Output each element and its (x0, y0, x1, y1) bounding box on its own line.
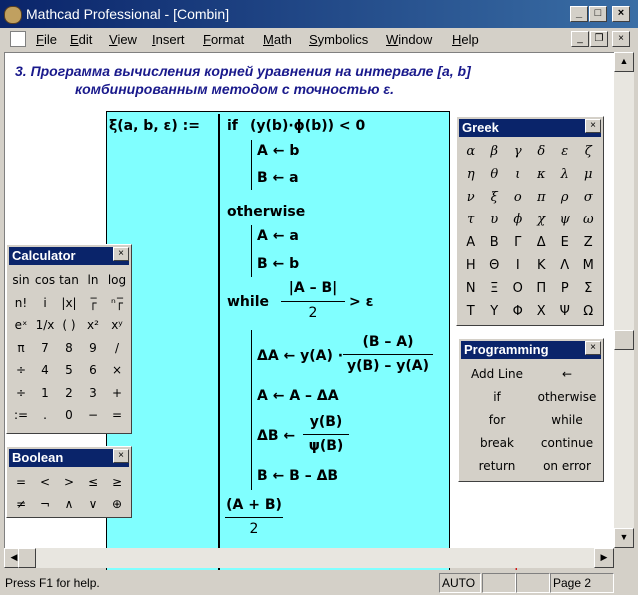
otherwise-block-bar (251, 225, 252, 277)
greek-uppercase-button[interactable]: Ψ (559, 303, 570, 319)
status-help-text: Press F1 for help. (5, 576, 100, 590)
calculator-key-button[interactable]: 5 (65, 363, 73, 377)
greek-lowercase-button[interactable]: ζ (584, 144, 592, 159)
greek-uppercase-button[interactable]: Ω (583, 303, 594, 319)
doc-minimize-button[interactable]: _ (571, 31, 589, 47)
calculator-key-button[interactable]: ( ) (62, 318, 76, 332)
assign-a-b: A ← b (257, 143, 300, 159)
calculator-key-button[interactable]: + (111, 385, 123, 400)
update-a: A ← A – ΔA (257, 388, 339, 404)
programming-operator-button[interactable]: return (478, 459, 516, 473)
calculator-key-button[interactable]: 6 (89, 363, 97, 377)
greek-uppercase-button[interactable]: Δ (536, 235, 546, 251)
function-definition: ξ(a, b, ε) := (109, 118, 200, 134)
calculator-key-button[interactable]: 1/x (35, 318, 55, 332)
boolean-operator-button[interactable]: ∧ (64, 497, 74, 511)
calculator-key-button[interactable]: 7 (41, 340, 49, 355)
greek-lowercase-button[interactable]: ρ (560, 189, 569, 205)
while-fraction-bar (281, 301, 345, 302)
calculator-key-button[interactable]: 9 (89, 340, 97, 355)
assign-b-b: B ← b (257, 256, 300, 272)
if-condition: (y(b)·ϕ(b)) < 0 (250, 118, 366, 134)
update-b: B ← B – ΔB (257, 468, 339, 484)
calculator-key-button[interactable]: 0 (65, 408, 73, 422)
calculator-key-button[interactable]: tan (59, 273, 79, 287)
greek-uppercase-button[interactable]: Φ (512, 303, 523, 319)
greek-uppercase-button[interactable]: Τ (466, 303, 475, 319)
window-title: Mathcad Professional - [Combin] (26, 6, 230, 22)
menu-help[interactable]: Help (452, 32, 479, 47)
greek-lowercase-button[interactable]: λ (560, 166, 569, 182)
greek-lowercase-button[interactable]: ϕ (513, 212, 523, 228)
calculator-key-button[interactable]: x² (87, 318, 99, 332)
boolean-operator-button[interactable]: > (63, 475, 75, 489)
calculator-key-button[interactable]: eˣ (14, 318, 28, 332)
boolean-palette (6, 446, 132, 518)
greek-lowercase-button[interactable]: ο (513, 189, 522, 205)
greek-uppercase-button[interactable]: Υ (490, 303, 499, 319)
calculator-close-button[interactable]: × (113, 247, 129, 261)
greek-lowercase-button[interactable]: ι (515, 166, 521, 182)
greek-palette (456, 116, 604, 326)
calculator-key-button[interactable]: 3 (89, 385, 97, 400)
greek-buttons (459, 141, 601, 323)
vertical-scrollbar[interactable] (614, 52, 634, 548)
title-bar (0, 0, 638, 28)
greek-uppercase-button[interactable]: Χ (536, 303, 546, 319)
boolean-operator-button[interactable]: = (15, 475, 27, 489)
calculator-key-button[interactable]: 4 (41, 363, 49, 377)
menu-file[interactable]: File (36, 32, 57, 47)
calculator-key-button[interactable]: × (111, 363, 123, 377)
status-panel-empty-1 (482, 573, 516, 593)
greek-lowercase-button[interactable]: τ (467, 212, 475, 228)
scroll-up-button[interactable]: ▲ (614, 52, 634, 72)
calculator-key-button[interactable]: |x| (61, 295, 77, 310)
greek-lowercase-button[interactable]: γ (513, 144, 522, 159)
calculator-key-button[interactable]: sin (12, 273, 30, 287)
greek-lowercase-button[interactable]: ν (466, 189, 475, 205)
close-button[interactable]: × (612, 6, 630, 22)
status-bar (0, 570, 638, 595)
boolean-buttons (9, 471, 129, 515)
greek-lowercase-button[interactable]: μ (584, 166, 593, 182)
boolean-close-button[interactable]: × (113, 449, 129, 463)
greek-uppercase-button[interactable]: Ο (512, 280, 523, 296)
greek-lowercase-button[interactable]: κ (536, 166, 546, 182)
delta-a-denominator: y(B) – y(A) (346, 358, 430, 374)
assign-b-a: B ← a (257, 170, 299, 186)
calculator-key-button[interactable]: ÷ (15, 385, 27, 400)
programming-operator-button[interactable]: if (493, 390, 501, 404)
boolean-operator-button[interactable]: ∨ (88, 497, 98, 511)
minimize-button[interactable]: _ (570, 6, 588, 22)
greek-uppercase-button[interactable]: Μ (582, 257, 594, 273)
scroll-right-button[interactable]: ▶ (594, 548, 614, 568)
greek-lowercase-button[interactable]: α (466, 144, 476, 159)
greek-uppercase-button[interactable]: Ι (515, 257, 520, 273)
menu-symbolics[interactable]: Symbolics (309, 32, 369, 47)
menu-bar (0, 28, 638, 50)
greek-uppercase-button[interactable]: Κ (536, 257, 546, 273)
programming-palette (458, 338, 604, 482)
otherwise-keyword: otherwise (227, 204, 306, 220)
calculator-key-button[interactable]: 2 (65, 385, 73, 400)
menu-insert[interactable]: Insert (152, 32, 185, 47)
greek-lowercase-button[interactable]: ξ (490, 189, 498, 205)
doc-restore-button[interactable]: ❐ (590, 31, 608, 47)
greek-lowercase-button[interactable]: χ (537, 212, 546, 228)
greek-uppercase-button[interactable]: Ζ (583, 235, 593, 251)
delta-b-numerator: y(B) (309, 414, 343, 430)
greek-lowercase-button[interactable]: ω (582, 212, 594, 228)
scroll-thumb[interactable] (614, 330, 634, 350)
while-rhs: > ε (349, 294, 374, 310)
delta-b-lhs: ΔB ← (257, 428, 296, 444)
while-keyword: while (227, 294, 269, 310)
boolean-operator-button[interactable]: ≠ (15, 497, 27, 511)
greek-uppercase-button[interactable]: Β (489, 235, 499, 251)
greek-lowercase-button[interactable]: δ (537, 144, 546, 159)
programming-buttons (461, 363, 601, 478)
programming-title[interactable]: Programming (461, 341, 601, 359)
greek-uppercase-button[interactable]: Θ (489, 257, 500, 273)
heading-line-2: комбинированным методом с точностью ε. (75, 81, 395, 97)
while-denominator: 2 (308, 305, 318, 321)
status-mode: AUTO (439, 573, 481, 593)
maximize-button[interactable]: □ (589, 6, 607, 22)
calculator-palette (6, 244, 132, 434)
calculator-key-button[interactable]: 1 (41, 385, 49, 400)
programming-operator-button[interactable]: break (480, 436, 514, 450)
programming-operator-button[interactable]: ← (561, 367, 573, 381)
greek-uppercase-button[interactable]: Ρ (560, 280, 569, 296)
scroll-left-button[interactable]: ◀ (4, 548, 24, 568)
greek-lowercase-button[interactable]: π (536, 189, 546, 205)
calculator-key-button[interactable]: cos (34, 273, 56, 287)
boolean-operator-button[interactable]: ≥ (111, 475, 123, 489)
program-bar (218, 114, 220, 588)
if-keyword: if (227, 118, 238, 134)
calculator-key-button[interactable]: π (17, 340, 25, 355)
greek-close-button[interactable]: × (585, 119, 601, 133)
return-fraction-bar (225, 517, 283, 518)
delta-b-denominator: ψ(B) (308, 438, 344, 454)
calculator-title[interactable]: Calculator (9, 247, 129, 265)
menu-edit[interactable]: Edit (70, 32, 93, 47)
calculator-key-button[interactable]: ┌̅ (89, 295, 97, 310)
doc-close-button[interactable]: × (612, 31, 630, 47)
calculator-key-button[interactable]: := (13, 408, 29, 422)
programming-operator-button[interactable]: continue (540, 436, 594, 450)
greek-lowercase-button[interactable]: ε (561, 144, 569, 159)
mathcad-app-icon[interactable] (4, 6, 22, 24)
greek-uppercase-button[interactable]: Λ (560, 257, 570, 273)
programming-operator-button[interactable]: Add Line (470, 367, 524, 381)
horizontal-scrollbar[interactable] (4, 548, 614, 568)
calculator-key-button[interactable]: ln (87, 273, 99, 287)
calculator-key-button[interactable]: / (114, 340, 120, 355)
boolean-operator-button[interactable]: < (39, 475, 51, 489)
calculator-key-button[interactable]: ⁿ┌̅ (110, 295, 123, 310)
programming-close-button[interactable]: × (585, 341, 601, 355)
heading-line-1: 3. Программа вычисления корней уравнения на интервале [a, b] (15, 63, 471, 79)
greek-uppercase-button[interactable]: Π (536, 280, 547, 296)
greek-lowercase-button[interactable]: υ (490, 212, 499, 228)
boolean-operator-button[interactable]: ¬ (39, 497, 51, 511)
while-block-bar (251, 330, 252, 490)
menu-format[interactable]: Format (203, 32, 245, 47)
calculator-key-button[interactable]: . (43, 408, 47, 422)
greek-title[interactable]: Greek (459, 119, 601, 137)
calculator-key-button[interactable]: xʸ (111, 318, 123, 332)
return-denominator: 2 (249, 521, 259, 537)
greek-uppercase-button[interactable]: Ν (465, 280, 476, 296)
programming-operator-button[interactable]: for (488, 413, 506, 427)
calculator-key-button[interactable]: = (111, 408, 123, 422)
hscroll-thumb[interactable] (18, 548, 36, 568)
calculator-key-button[interactable]: i (43, 295, 47, 310)
calculator-key-button[interactable]: 8 (65, 340, 73, 355)
calculator-key-button[interactable]: − (87, 408, 99, 422)
greek-uppercase-button[interactable]: Γ (514, 235, 522, 251)
programming-operator-button[interactable]: otherwise (537, 390, 597, 404)
programming-operator-button[interactable]: while (551, 413, 583, 427)
delta-a-lhs: ΔA ← y(A) · (257, 348, 344, 364)
calculator-key-button[interactable]: n! (14, 295, 28, 310)
greek-uppercase-button[interactable]: Σ (584, 280, 593, 296)
delta-a-numerator: (B – A) (362, 334, 414, 350)
boolean-operator-button[interactable]: ⊕ (111, 497, 123, 511)
delta-b-fraction-bar (303, 434, 349, 435)
scroll-down-button[interactable]: ▼ (614, 528, 634, 548)
greek-lowercase-button[interactable]: β (490, 144, 498, 159)
greek-lowercase-button[interactable]: ψ (559, 212, 570, 228)
status-page: Page 2 (550, 573, 614, 593)
program-region[interactable] (106, 111, 450, 592)
if-block-bar (251, 140, 252, 190)
document-icon[interactable] (10, 31, 26, 47)
status-panel-empty-2 (516, 573, 550, 593)
menu-view[interactable]: View (109, 32, 137, 47)
delta-a-fraction-bar (343, 354, 433, 355)
calculator-buttons (9, 269, 129, 427)
calculator-key-button[interactable]: log (107, 273, 127, 287)
while-numerator: |A – B| (288, 280, 338, 296)
return-numerator: (A + B) (226, 497, 282, 513)
boolean-title[interactable]: Boolean (9, 449, 129, 467)
greek-uppercase-button[interactable]: Η (465, 257, 476, 273)
assign-a-a: A ← a (257, 228, 299, 244)
greek-uppercase-button[interactable]: Α (466, 235, 476, 251)
greek-lowercase-button[interactable]: θ (490, 166, 499, 182)
programming-operator-button[interactable]: on error (543, 459, 591, 473)
calculator-key-button[interactable]: ÷ (15, 363, 27, 377)
greek-lowercase-button[interactable]: η (466, 166, 475, 182)
menu-math[interactable]: Math (263, 32, 292, 47)
menu-window[interactable]: Window (386, 32, 433, 47)
boolean-operator-button[interactable]: ≤ (87, 475, 99, 489)
greek-lowercase-button[interactable]: σ (583, 189, 593, 205)
greek-uppercase-button[interactable]: Ξ (490, 280, 499, 296)
greek-uppercase-button[interactable]: Ε (560, 235, 569, 251)
